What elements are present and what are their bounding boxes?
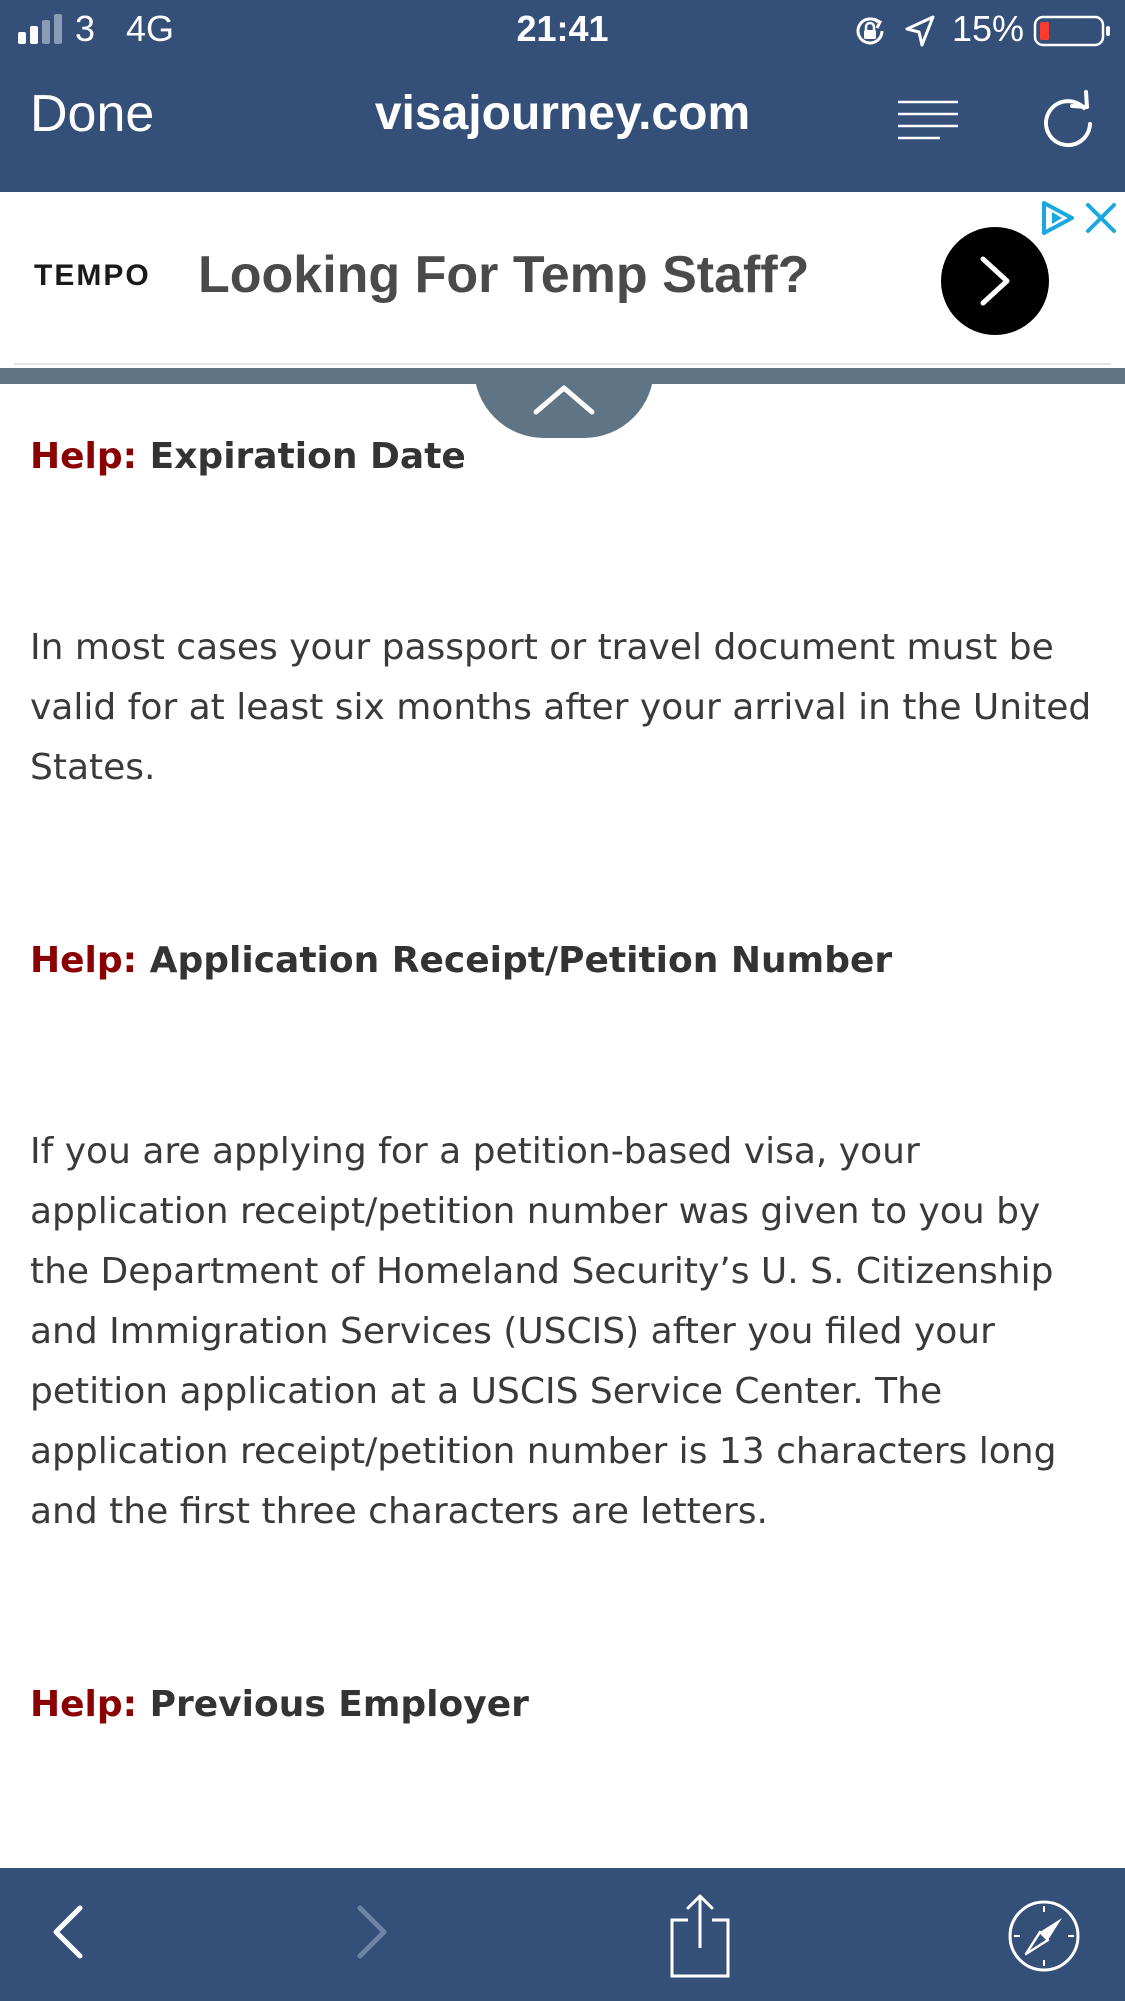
help-heading-petition-number (30, 940, 892, 981)
browser-top-chrome (0, 0, 1125, 192)
battery-icon (1033, 13, 1113, 49)
ad-close-icon[interactable] (1084, 201, 1118, 235)
help-heading-title: Expiration Date (149, 436, 466, 477)
help-paragraph-petition-number: If you are applying for a petition-based visa, your application receipt/petition number was given to you by the Department of Homeland Security’s U. S. Citizenship and Immigration Services (USCIS) after you filed your petition application at a USCIS Service Center. The application receipt/petition number is 13 characters long and the first three characters are letters. (30, 1131, 1057, 1532)
status-bar (0, 0, 1125, 62)
share-icon (660, 1892, 740, 1980)
chevron-right-icon (975, 255, 1015, 307)
network-type: 4G (126, 8, 175, 49)
share-button[interactable] (660, 1868, 740, 2001)
help-prefix: Help: (30, 1684, 138, 1725)
ad-cta-button[interactable] (941, 227, 1049, 335)
battery-percent: 15% (952, 8, 1025, 49)
rotation-lock-icon (852, 13, 888, 49)
help-prefix: Help: (30, 940, 138, 981)
help-heading-title: Application Receipt/Petition Number (149, 940, 893, 981)
help-paragraph-expiration-date: In most cases your passport or travel document must be valid for at least six months after your arrival in the United States. (30, 627, 1092, 788)
ad-headline[interactable]: Looking For Temp Staff? (198, 246, 810, 304)
adchoices-icon[interactable] (1038, 199, 1078, 237)
help-prefix: Help: (30, 436, 138, 477)
back-icon (40, 1892, 100, 1972)
help-heading-title: Previous Employer (149, 1684, 529, 1725)
back-button[interactable] (40, 1868, 100, 2001)
help-heading-previous-employer (30, 1684, 529, 1725)
site-url-title[interactable]: visajourney.com (374, 87, 751, 140)
status-time: 21:41 (516, 8, 609, 49)
carrier-name: 3 (75, 8, 96, 49)
location-icon (903, 13, 937, 49)
browser-nav-bar (0, 62, 1125, 192)
safari-icon (1004, 1892, 1084, 1980)
browser-bottom-toolbar (0, 1868, 1125, 2001)
reload-icon[interactable] (1040, 90, 1096, 150)
done-button[interactable]: Done (30, 85, 155, 143)
forward-icon (340, 1892, 400, 1972)
forward-button[interactable] (340, 1868, 400, 2001)
chevron-up-icon (530, 380, 598, 420)
help-heading-expiration-date (30, 436, 466, 477)
open-in-safari-button[interactable] (1004, 1868, 1084, 2001)
ad-banner[interactable] (14, 193, 1111, 365)
collapse-ad-button[interactable] (474, 368, 654, 438)
ad-logo: TEMPO (34, 259, 151, 292)
reader-icon[interactable] (896, 98, 960, 144)
